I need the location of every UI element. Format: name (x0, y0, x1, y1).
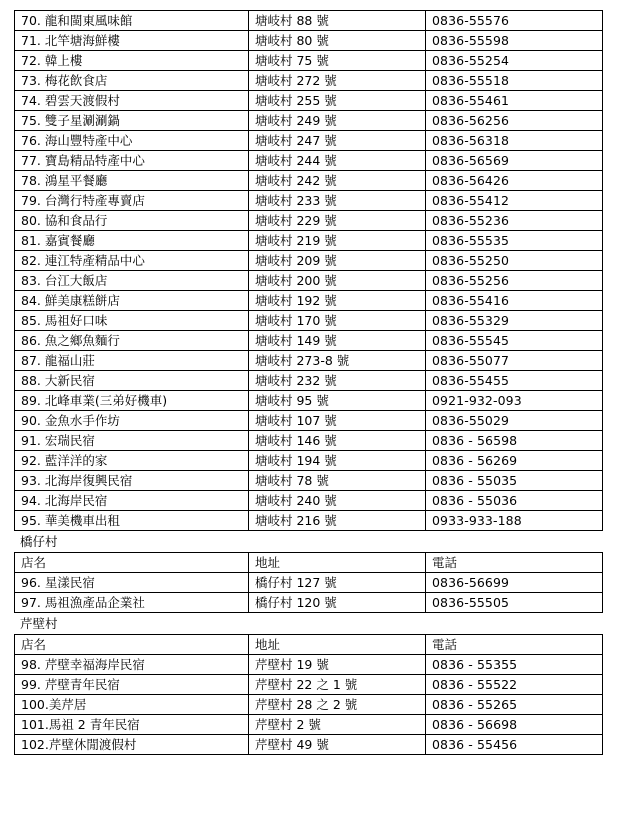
table-row (15, 471, 603, 491)
qibi-table (14, 634, 603, 755)
table-row (15, 311, 603, 331)
phone-cell: 0836-55029 (426, 411, 603, 431)
shop-name-cell: 85. 馬祖好口味 (15, 311, 249, 331)
shop-name-cell: 84. 鮮美康糕餅店 (15, 291, 249, 311)
address-cell: 塘岐村 255 號 (249, 91, 426, 111)
header-phone: 電話 (426, 635, 603, 655)
table-row (15, 451, 603, 471)
header-address: 地址 (249, 553, 426, 573)
phone-cell: 0836-55535 (426, 231, 603, 251)
header-phone: 電話 (426, 553, 603, 573)
table-row (15, 111, 603, 131)
table-row (15, 151, 603, 171)
shop-name-cell: 90. 金魚水手作坊 (15, 411, 249, 431)
phone-cell: 0836-55505 (426, 593, 603, 613)
header-name: 店名 (15, 553, 249, 573)
address-cell: 芹壁村 28 之 2 號 (249, 695, 426, 715)
phone-cell: 0933-933-188 (426, 511, 603, 531)
phone-cell: 0836-55598 (426, 31, 603, 51)
document-page (14, 10, 602, 755)
table-row (15, 331, 603, 351)
table-row (15, 71, 603, 91)
address-cell: 塘岐村 75 號 (249, 51, 426, 71)
phone-cell: 0836-56569 (426, 151, 603, 171)
shop-name-cell: 75. 雙子星涮涮鍋 (15, 111, 249, 131)
shop-name-cell: 73. 梅花飲食店 (15, 71, 249, 91)
table-row (15, 411, 603, 431)
table-header-row (15, 635, 603, 655)
shop-name-cell: 98. 芹壁幸福海岸民宿 (15, 655, 249, 675)
phone-cell: 0836 - 55035 (426, 471, 603, 491)
phone-cell: 0921-932-093 (426, 391, 603, 411)
phone-cell: 0836-56256 (426, 111, 603, 131)
tangqi-table (14, 10, 603, 531)
phone-cell: 0836 - 55355 (426, 655, 603, 675)
address-cell: 塘岐村 242 號 (249, 171, 426, 191)
table-row (15, 695, 603, 715)
address-cell: 塘岐村 200 號 (249, 271, 426, 291)
phone-cell: 0836-55256 (426, 271, 603, 291)
address-cell: 塘岐村 146 號 (249, 431, 426, 451)
address-cell: 塘岐村 192 號 (249, 291, 426, 311)
phone-cell: 0836 - 55522 (426, 675, 603, 695)
table-row (15, 231, 603, 251)
shop-name-cell: 96. 星漾民宿 (15, 573, 249, 593)
table-header-row (15, 553, 603, 573)
phone-cell: 0836-56318 (426, 131, 603, 151)
shop-name-cell: 87. 龍福山莊 (15, 351, 249, 371)
phone-cell: 0836 - 56269 (426, 451, 603, 471)
shop-name-cell: 83. 台江大飯店 (15, 271, 249, 291)
table-row (15, 271, 603, 291)
shop-name-cell: 88. 大新民宿 (15, 371, 249, 391)
shop-name-cell: 95. 華美機車出租 (15, 511, 249, 531)
address-cell: 塘岐村 78 號 (249, 471, 426, 491)
shop-name-cell: 94. 北海岸民宿 (15, 491, 249, 511)
address-cell: 塘岐村 244 號 (249, 151, 426, 171)
address-cell: 芹壁村 22 之 1 號 (249, 675, 426, 695)
shop-name-cell: 79. 台灣行特產專賣店 (15, 191, 249, 211)
address-cell: 塘岐村 273-8 號 (249, 351, 426, 371)
address-cell: 塘岐村 232 號 (249, 371, 426, 391)
address-cell: 塘岐村 247 號 (249, 131, 426, 151)
address-cell: 塘岐村 219 號 (249, 231, 426, 251)
table-row (15, 511, 603, 531)
table-row (15, 91, 603, 111)
phone-cell: 0836 - 55036 (426, 491, 603, 511)
table-row (15, 431, 603, 451)
phone-cell: 0836 - 55456 (426, 735, 603, 755)
table-row (15, 191, 603, 211)
shop-name-cell: 71. 北竿塘海鮮樓 (15, 31, 249, 51)
address-cell: 塘岐村 194 號 (249, 451, 426, 471)
address-cell: 芹壁村 2 號 (249, 715, 426, 735)
phone-cell: 0836-55455 (426, 371, 603, 391)
table-row (15, 735, 603, 755)
table-row (15, 655, 603, 675)
shop-name-cell: 80. 協和食品行 (15, 211, 249, 231)
address-cell: 塘岐村 88 號 (249, 11, 426, 31)
table-row (15, 211, 603, 231)
address-cell: 塘岐村 170 號 (249, 311, 426, 331)
address-cell: 塘岐村 95 號 (249, 391, 426, 411)
address-cell: 塘岐村 233 號 (249, 191, 426, 211)
table-row (15, 593, 603, 613)
table-row (15, 715, 603, 735)
shop-name-cell: 70. 龍和閩東風味館 (15, 11, 249, 31)
shop-name-cell: 93. 北海岸復興民宿 (15, 471, 249, 491)
table-row (15, 51, 603, 71)
phone-cell: 0836 - 55265 (426, 695, 603, 715)
village-title-qibi: 芹壁村 (20, 616, 58, 631)
table-row (15, 573, 603, 593)
phone-cell: 0836-55416 (426, 291, 603, 311)
shop-name-cell: 78. 鴻星平餐廳 (15, 171, 249, 191)
shop-name-cell: 86. 魚之鄉魚麵行 (15, 331, 249, 351)
phone-cell: 0836-56699 (426, 573, 603, 593)
phone-cell: 0836-55461 (426, 91, 603, 111)
phone-cell: 0836-55250 (426, 251, 603, 271)
phone-cell: 0836-55412 (426, 191, 603, 211)
shop-name-cell: 89. 北峰車業(三弟好機車) (15, 391, 249, 411)
table-row (15, 11, 603, 31)
table-row (15, 291, 603, 311)
shop-name-cell: 97. 馬祖漁產品企業社 (15, 593, 249, 613)
table-row (15, 171, 603, 191)
address-cell: 塘岐村 80 號 (249, 31, 426, 51)
phone-cell: 0836 - 56598 (426, 431, 603, 451)
address-cell: 塘岐村 149 號 (249, 331, 426, 351)
shop-name-cell: 72. 韓上樓 (15, 51, 249, 71)
address-cell: 塘岐村 216 號 (249, 511, 426, 531)
header-name: 店名 (15, 635, 249, 655)
phone-cell: 0836-55077 (426, 351, 603, 371)
address-cell: 塘岐村 209 號 (249, 251, 426, 271)
phone-cell: 0836-55545 (426, 331, 603, 351)
qiaozai-table (14, 552, 603, 613)
shop-name-cell: 74. 碧雲天渡假村 (15, 91, 249, 111)
shop-name-cell: 100.美芹居 (15, 695, 249, 715)
village-title-qiaozai: 橋仔村 (20, 534, 58, 549)
shop-name-cell: 82. 連江特產精品中心 (15, 251, 249, 271)
table-row (15, 131, 603, 151)
shop-name-cell: 102.芹壁休閒渡假村 (15, 735, 249, 755)
address-cell: 塘岐村 107 號 (249, 411, 426, 431)
header-address: 地址 (249, 635, 426, 655)
shop-name-cell: 101.馬祖 2 青年民宿 (15, 715, 249, 735)
address-cell: 塘岐村 229 號 (249, 211, 426, 231)
table-row (15, 251, 603, 271)
shop-name-cell: 92. 藍洋洋的家 (15, 451, 249, 471)
shop-name-cell: 99. 芹壁青年民宿 (15, 675, 249, 695)
phone-cell: 0836-55236 (426, 211, 603, 231)
shop-name-cell: 81. 嘉賓餐廳 (15, 231, 249, 251)
table-row (15, 391, 603, 411)
table-row (15, 371, 603, 391)
table-row (15, 675, 603, 695)
phone-cell: 0836-55254 (426, 51, 603, 71)
shop-name-cell: 76. 海山豐特產中心 (15, 131, 249, 151)
address-cell: 塘岐村 249 號 (249, 111, 426, 131)
table-row (15, 351, 603, 371)
phone-cell: 0836-55518 (426, 71, 603, 91)
address-cell: 芹壁村 49 號 (249, 735, 426, 755)
phone-cell: 0836-55576 (426, 11, 603, 31)
address-cell: 塘岐村 240 號 (249, 491, 426, 511)
shop-name-cell: 91. 宏瑞民宿 (15, 431, 249, 451)
phone-cell: 0836-56426 (426, 171, 603, 191)
address-cell: 橋仔村 120 號 (249, 593, 426, 613)
phone-cell: 0836 - 56698 (426, 715, 603, 735)
address-cell: 塘岐村 272 號 (249, 71, 426, 91)
phone-cell: 0836-55329 (426, 311, 603, 331)
table-row (15, 491, 603, 511)
table-row (15, 31, 603, 51)
shop-name-cell: 77. 寶島精品特產中心 (15, 151, 249, 171)
address-cell: 芹壁村 19 號 (249, 655, 426, 675)
address-cell: 橋仔村 127 號 (249, 573, 426, 593)
